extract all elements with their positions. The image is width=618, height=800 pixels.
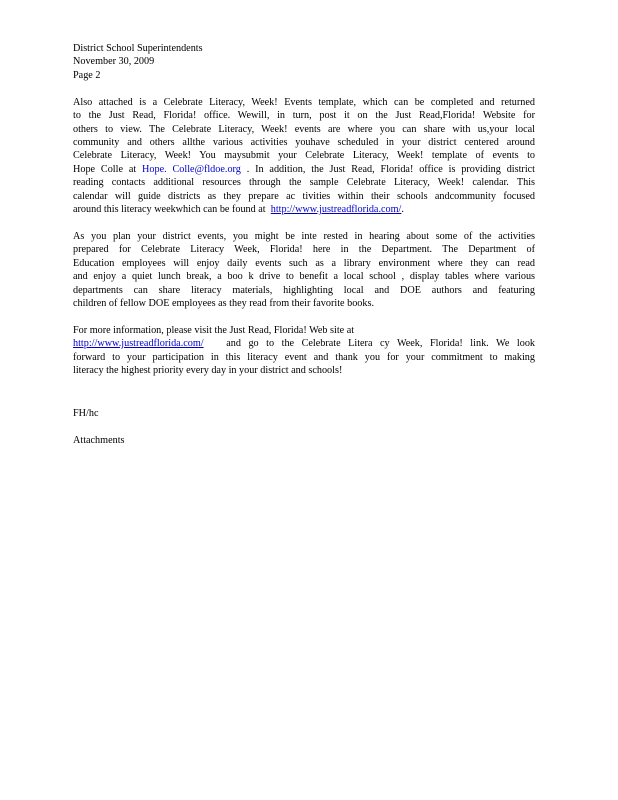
paragraph-line: children of fellow DOE employees as they read from their favorite books. (73, 297, 374, 309)
page-number-line: Page 2 (73, 69, 101, 81)
paragraph-line: others to view. The Celebrate Literacy, Week! events are where you can share with us,your local (73, 123, 535, 135)
paragraph-line-url (73, 337, 535, 350)
paragraph-line: literacy the highest priority every day in your district and schools! (73, 365, 343, 377)
paragraph-line: forward to your participation in this literacy event and thank you for your commitment to making (73, 351, 535, 363)
text-fragment: . (401, 203, 404, 215)
attachments-label: Attachments (73, 435, 125, 447)
paragraph-line: community and others allthe various activities youhave scheduled in your district centered around (73, 136, 535, 148)
paragraph-line: For more information, please visit the Just Read, Florida! Web site at (73, 324, 355, 336)
paragraph-line: prepared for Celebrate Literacy Week, Florida! here in the Department. The Department of (73, 244, 535, 256)
paragraph-attached-template (73, 96, 535, 217)
paragraph-line: Education employees will enjoy daily events such as a library environment where they can read (73, 257, 535, 269)
text-fragment: and go to the Celebrate Litera cy Week, Florida! link. We look (226, 338, 536, 350)
just-read-florida-link-2[interactable]: http://www.justreadflorida.com/ (73, 338, 204, 350)
letter-page (73, 42, 535, 448)
paragraph-line: calendar will guide districts as they prepare ac tivities within their schools andcommunity focused (73, 190, 535, 202)
paragraph-line-email (73, 163, 535, 176)
paragraph-line: As you plan your district events, you might be inte rested in hearing about some of the activities (73, 230, 535, 242)
just-read-florida-link[interactable]: http://www.justreadflorida.com/ (270, 203, 402, 215)
paragraph-more-information (73, 324, 535, 378)
contact-email: Hope. Colle@fldoe.org (142, 163, 241, 175)
paragraph-line: to the Just Read, Florida! office. Wewill, in turn, post it on the Just Read,Florida! Website for (73, 110, 535, 122)
paragraph-line: Also attached is a Celebrate Literacy, Week! Events template, which can be completed and returned (73, 96, 535, 108)
text-fragment: around this literacy weekwhich can be found at (73, 203, 266, 215)
paragraph-line: and enjoy a quiet lunch break, a boo k drive to benefit a local school , display tables where various (73, 271, 535, 283)
paragraph-line-url (73, 203, 535, 216)
date-line: November 30, 2009 (73, 56, 155, 68)
text-fragment: . In addition, the Just Read, Florida! office is providing district (246, 163, 536, 175)
recipient-line: District School Superintendents (73, 43, 203, 54)
initials: FH/hc (73, 408, 99, 420)
paragraph-line: reading contacts additional resources through the sample Celebrate Literacy, Week! calendar. This (73, 177, 535, 189)
paragraph-line: Celebrate Literacy, Week! You maysubmit your Celebrate Literacy, Week! template of events to (73, 150, 535, 162)
paragraph-plan-events (73, 230, 535, 310)
text-fragment: Hope Colle at (73, 163, 137, 175)
paragraph-line: departments can share literacy materials, highlighting local and DOE authors and featuring (73, 284, 535, 296)
